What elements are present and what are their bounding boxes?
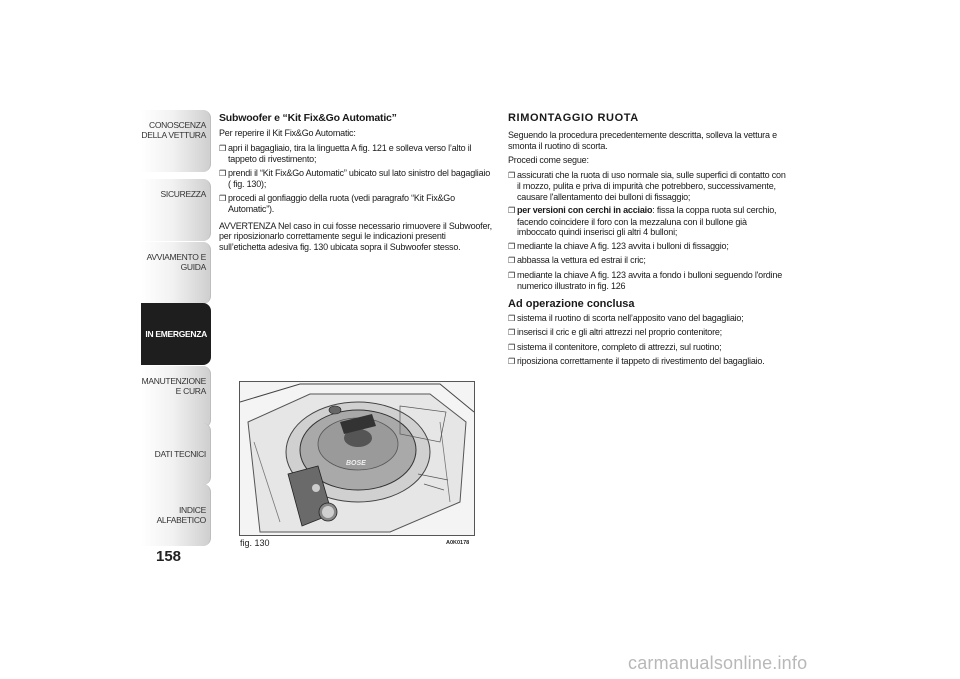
tab-label: CONOSCENZA DELLA VETTURA bbox=[141, 120, 206, 140]
subheading-operazione-conclusa: Ad operazione conclusa bbox=[508, 297, 635, 310]
list-item: ❒ apri il bagagliaio, tira la linguetta A fig. 121 e solleva verso l’alto il tappeto di rivestimento; bbox=[219, 143, 493, 165]
figure-130 bbox=[239, 381, 475, 536]
list-item-bold: per versioni con cerchi in acciaio bbox=[516, 205, 653, 215]
left-column bbox=[219, 112, 493, 256]
watermark: carmanualsonline.info bbox=[628, 653, 808, 673]
procedure-list bbox=[508, 170, 788, 292]
right-column bbox=[508, 112, 788, 372]
intro-text: Seguendo la procedura precedentemente descritta, solleva la vettura e smonta il ruotino di scorta. bbox=[508, 130, 777, 151]
list-item: ❒ procedi al gonfiaggio della ruota (vedi paragrafo “Kit Fix&Go Automatic”). bbox=[219, 193, 493, 215]
list-item: ❒ sistema il ruotino di scorta nell’apposito vano del bagagliaio; bbox=[508, 313, 788, 325]
section-heading-rimontaggio: RIMONTAGGIO RUOTA bbox=[508, 112, 639, 124]
tab-label: MANUTENZIONE E CURA bbox=[141, 376, 206, 396]
list-item bbox=[508, 241, 788, 253]
list-item bbox=[508, 205, 788, 238]
tab-label: DATI TECNICI bbox=[154, 449, 206, 459]
list-item: ❒ prendi il “Kit Fix&Go Automatic” ubicato sul lato sinistro del bagagliaio ( fig. 130); bbox=[219, 168, 493, 190]
list-item-text: mediante la chiave A fig. 123 avvita i bulloni di fissaggio; bbox=[516, 240, 729, 251]
figure-caption: fig. 130 bbox=[240, 538, 270, 548]
list-item: ❒ inserisci il cric e gli altri attrezzi nel proprio contenitore; bbox=[508, 327, 788, 339]
list-item bbox=[508, 170, 788, 203]
warning-text: AVVERTENZA Nel caso in cui fosse necessario rimuovere il Subwoofer, per riposizionarlo correttamente segui le indicazioni presenti sull’etichetta adesiva fig. 130 ubicata sopra il Subwoofer stesso. bbox=[219, 220, 492, 252]
trunk-illustration bbox=[240, 382, 474, 535]
list-item-text: mediante la chiave A fig. 123 avvita a fondo i bulloni seguendo l'ordine numerico illustrato in fig. 126 bbox=[516, 269, 782, 291]
tab-in-emergenza[interactable] bbox=[141, 303, 211, 365]
page-number: 158 bbox=[156, 548, 182, 565]
section-heading-subwoofer: Subwoofer e “Kit Fix&Go Automatic” bbox=[219, 112, 397, 124]
figure-code: A0K0178 bbox=[446, 540, 470, 546]
instruction-list bbox=[219, 143, 493, 215]
final-list bbox=[508, 313, 788, 368]
procedi-text: Procedi come segue: bbox=[508, 155, 589, 165]
tab-label: INDICE ALFABETICO bbox=[156, 505, 206, 525]
list-item bbox=[508, 255, 788, 267]
list-item-text: assicurati che la ruota di uso normale sia, sulle superfici di contatto con il mozzo, pulita e priva di impurità che potrebbero, successivamente, causare l'allentamento dei bulloni di fissaggio; bbox=[516, 169, 786, 202]
tab-label: IN EMERGENZA bbox=[145, 329, 207, 339]
tab-avviamento-e-guida[interactable] bbox=[141, 242, 211, 304]
tab-sicurezza[interactable] bbox=[141, 179, 211, 241]
tab-indice-alfabetico[interactable] bbox=[141, 484, 211, 546]
list-item-text: abbassa la vettura ed estrai il cric; bbox=[516, 255, 646, 265]
list-item bbox=[508, 270, 788, 292]
tab-label: AVVIAMENTO E GUIDA bbox=[146, 252, 206, 272]
list-item: ❒ sistema il contenitore, completo di attrezzi, sul ruotino; bbox=[508, 342, 788, 354]
figure-brand-label: BOSE bbox=[346, 460, 366, 467]
tab-conoscenza-della-vettura[interactable] bbox=[141, 110, 211, 172]
tab-dati-tecnici[interactable] bbox=[141, 423, 211, 485]
tab-manutenzione-e-cura[interactable] bbox=[141, 366, 211, 428]
list-item: ❒ riposiziona correttamente il tappeto di rivestimento del bagagliaio. bbox=[508, 356, 788, 368]
intro-text: Per reperire il Kit Fix&Go Automatic: bbox=[219, 128, 356, 138]
tab-label: SICUREZZA bbox=[160, 189, 206, 199]
list-item-text: : fissa la coppa ruota sul cerchio, facendo coincidere il foro con la mezzaluna con il bullone già imboccato quindi inserisci gli altri 4 bulloni; bbox=[517, 205, 777, 237]
